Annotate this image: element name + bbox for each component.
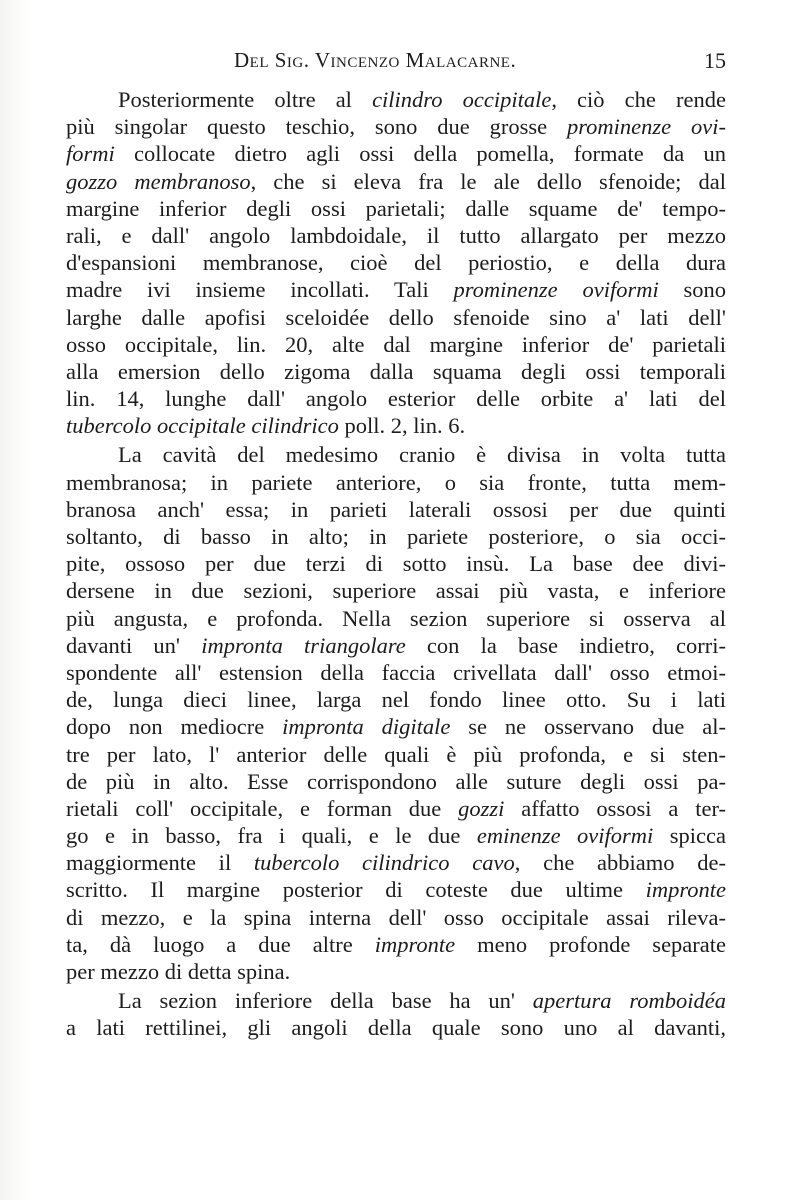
text-run: dopo non mediocre xyxy=(66,714,283,740)
text-run: de, lunga dieci linee, larga nel fondo linee otto. Su i lati xyxy=(66,687,726,713)
text-line xyxy=(66,331,726,358)
text-line xyxy=(66,1014,726,1041)
paragraph xyxy=(66,987,726,1041)
text-run: La cavità del medesimo cranio è divisa in volta tutta xyxy=(118,442,726,468)
text-run: rali, e dall' angolo lambdoidale, il tutto allargato per mezzo xyxy=(66,222,726,248)
text-run: lin. 14, lunghe dall' angolo esterior delle orbite a' lati del xyxy=(66,386,726,412)
text-run: se ne osservano due al- xyxy=(450,714,726,740)
body-text xyxy=(66,86,726,1042)
italic-term: tubercolo cilindrico cavo xyxy=(253,850,515,876)
text-line xyxy=(66,741,726,768)
page-header xyxy=(66,48,726,78)
text-line xyxy=(66,523,726,550)
text-run: go e in basso, fra i quali, e le due xyxy=(66,823,477,849)
italic-term: prominenze ovi- xyxy=(566,114,726,140)
paragraph xyxy=(66,86,726,439)
text-run: più angusta, e profonda. Nella sezion superiore si osserva al xyxy=(66,605,726,631)
text-run: , ciò che rende xyxy=(551,87,726,112)
text-run: a lati rettilinei, gli angoli della quale sono uno al davanti, xyxy=(66,1015,726,1041)
text-line xyxy=(66,686,726,713)
text-run: con la base indietro, corri- xyxy=(405,632,726,658)
text-run: osso occipitale, lin. 20, alte dal margine inferior de' parietali xyxy=(66,331,726,357)
italic-term: apertura romboidéa xyxy=(532,988,726,1014)
text-run: affatto ossosi a ter- xyxy=(504,795,726,821)
text-run: più singolar questo teschio, sono due grosse xyxy=(66,114,567,140)
text-line xyxy=(66,496,726,523)
text-run: alla emersion dello zigoma dalla squama degli ossi temporali xyxy=(66,358,726,384)
text-run: , che si eleva fra le ale dello sfenoide; dal xyxy=(250,168,726,194)
text-line xyxy=(66,385,726,412)
text-line xyxy=(66,222,726,249)
text-run: meno profonde separate xyxy=(455,931,726,957)
text-run: madre ivi insieme incollati. Tali xyxy=(66,277,454,303)
italic-term: gozzo membranoso xyxy=(66,168,251,194)
page-number: 15 xyxy=(704,48,726,73)
italic-term: impronta triangolare xyxy=(201,632,406,658)
text-run: tre per lato, l' anterior delle quali è più profonda, e si sten- xyxy=(66,741,726,767)
text-line xyxy=(66,795,726,822)
text-run: branosa anch' essa; in parieti laterali ossosi per due quinti xyxy=(66,496,726,522)
text-line xyxy=(66,249,726,276)
text-line xyxy=(66,577,726,604)
italic-term: cilindro occipitale xyxy=(372,87,552,112)
text-line xyxy=(66,195,726,222)
text-line xyxy=(66,113,726,140)
text-line xyxy=(66,140,726,167)
italic-term: tubercolo occipitale cilindrico xyxy=(66,413,339,439)
text-line xyxy=(66,358,726,385)
text-line xyxy=(66,987,726,1014)
text-line xyxy=(66,904,726,931)
text-run: membranosa; in pariete anteriore, o sia fronte, tutta mem- xyxy=(66,469,726,495)
text-run: larghe dalle apofisi sceloidée dello sfenoide sino a' lati dell' xyxy=(66,304,726,330)
text-run: di mezzo, e la spina interna dell' osso occipitale assai rileva- xyxy=(66,904,726,930)
text-run: ta, dà luogo a due altre xyxy=(66,931,375,957)
text-run: pite, ossoso per due terzi di sotto insù. La base dee divi- xyxy=(66,551,726,577)
text-line xyxy=(66,412,726,439)
text-line xyxy=(66,931,726,958)
text-line xyxy=(66,276,726,303)
italic-term: impronte xyxy=(645,877,726,903)
text-run: margine inferior degli ossi parietali; dalle squame de' tempo- xyxy=(66,195,726,221)
text-run: poll. 2, lin. 6. xyxy=(338,413,466,439)
text-run: davanti un' xyxy=(66,632,202,658)
text-run: La sezion inferiore della base ha un' xyxy=(118,988,533,1014)
italic-term: formi xyxy=(66,141,115,167)
italic-term: gozzi xyxy=(458,795,505,821)
text-line xyxy=(66,713,726,740)
text-line xyxy=(66,958,726,985)
text-run: maggiormente il xyxy=(66,850,254,876)
text-run: d'espansioni membranose, cioè del periostio, e della dura xyxy=(66,250,726,276)
text-line xyxy=(66,304,726,331)
text-line xyxy=(66,849,726,876)
text-line xyxy=(66,86,726,113)
text-line xyxy=(66,768,726,795)
italic-term: eminenze oviformi xyxy=(476,823,654,849)
text-line xyxy=(66,632,726,659)
paragraph xyxy=(66,441,726,985)
text-line xyxy=(66,605,726,632)
text-run: collocate dietro agli ossi della pomella, formate da un xyxy=(114,141,726,167)
text-run: spondente all' estension della faccia crivellata dall' osso etmoi- xyxy=(66,659,726,685)
text-run: de più in alto. Esse corrispondono alle suture degli ossi pa- xyxy=(66,768,726,794)
text-run: rietali coll' occipitale, e forman due xyxy=(66,795,459,821)
italic-term: impronte xyxy=(374,931,456,957)
italic-term: impronta digitale xyxy=(282,714,451,740)
text-line xyxy=(66,550,726,577)
text-line xyxy=(66,659,726,686)
text-run: per mezzo di detta spina. xyxy=(66,959,291,984)
text-run: soltanto, di basso in alto; in pariete posteriore, o sia occi- xyxy=(66,524,726,549)
text-line xyxy=(66,441,726,468)
text-run: spicca xyxy=(653,823,726,849)
text-run: dersene in due sezioni, superiore assai più vasta, e inferiore xyxy=(66,578,726,604)
text-run: sono xyxy=(658,277,726,303)
italic-term: prominenze oviformi xyxy=(453,277,659,303)
text-run: Posteriormente oltre al xyxy=(118,87,373,112)
text-line xyxy=(66,168,726,195)
text-line xyxy=(66,469,726,496)
running-head: Del Sig. Vincenzo Malacarne. xyxy=(234,48,517,72)
text-run: , che abbiamo de- xyxy=(514,850,726,876)
text-run: scritto. Il margine posterior di coteste due ultime xyxy=(66,877,646,903)
text-line xyxy=(66,876,726,903)
text-line xyxy=(66,822,726,849)
